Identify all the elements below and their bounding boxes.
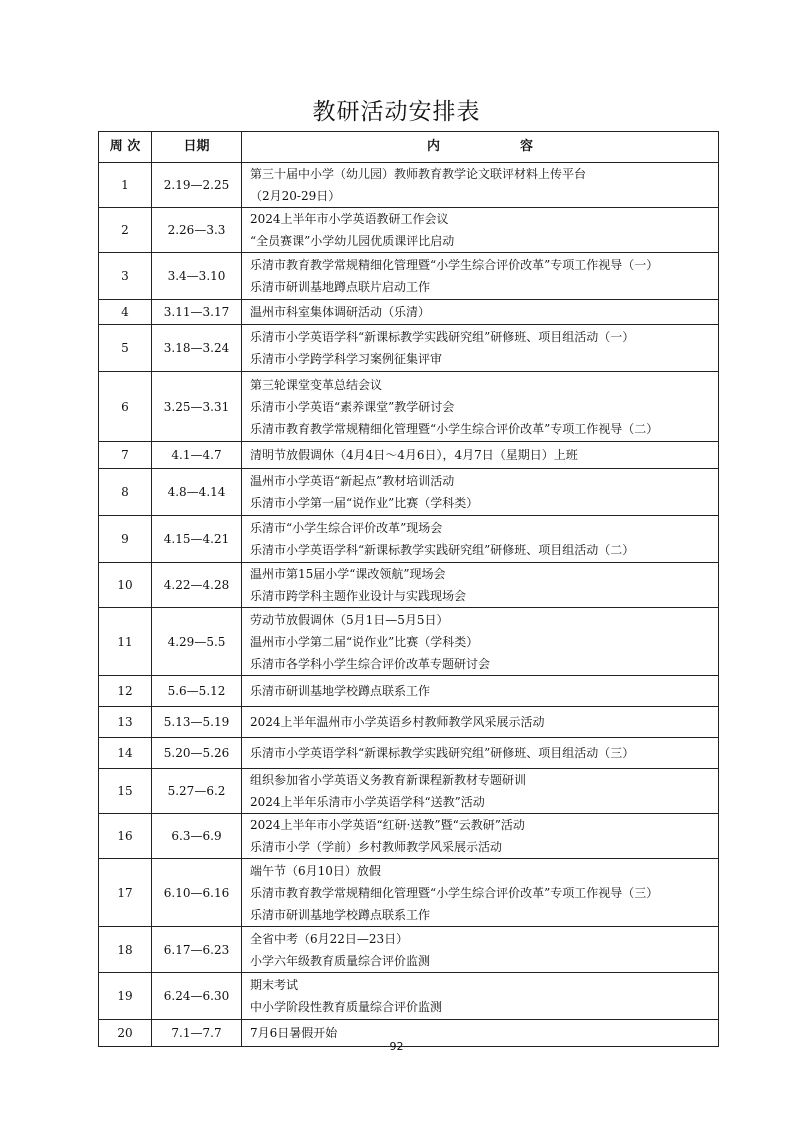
table-row (99, 676, 719, 707)
week-cell: 16 (99, 814, 152, 859)
date-cell: 3.11—3.17 (152, 300, 242, 325)
content-line: 小学六年级教育质量综合评价监测 (250, 953, 431, 968)
week-cell: 13 (99, 707, 152, 738)
table-row (99, 253, 719, 300)
table-header-row (99, 132, 719, 163)
content-line: 第三十届中小学（幼儿园）教师教育教学论文联评材料上传平台 (250, 167, 587, 181)
content-line: 2024上半年温州市小学英语乡村教师教学风采展示活动 (250, 715, 545, 729)
content-line: 乐清市小学第一届“说作业”比赛（学科类） (250, 496, 479, 510)
week-cell: 20 (99, 1020, 152, 1047)
week-cell: 8 (99, 469, 152, 516)
content-cell (242, 608, 719, 676)
content-line: 乐清市教育教学常规精细化管理暨“小学生综合评价改革”专项工作视导（一） (250, 258, 659, 272)
content-line: “全员赛课”小学幼儿园优质课评比启动 (250, 234, 455, 248)
content-line: 期末考试 (250, 978, 299, 992)
content-line: 清明节放假调休（4月4日～4月6日），4月7日（星期日）上班 (250, 448, 578, 462)
schedule-table (98, 131, 719, 1047)
content-cell (242, 927, 719, 973)
week-cell: 4 (99, 300, 152, 325)
date-cell: 4.29—5.5 (152, 608, 242, 676)
content-cell (242, 769, 719, 814)
content-line: 乐清市研训基地学校蹲点联系工作 (250, 907, 431, 922)
date-cell: 4.15—4.21 (152, 516, 242, 563)
content-line: 乐清市教育教学常规精细化管理暨“小学生综合评价改革”专项工作视导（三） (250, 885, 659, 900)
content-cell (242, 814, 719, 859)
content-cell (242, 300, 719, 325)
content-line: 温州市第15届小学“课改领航”现场会 (250, 567, 446, 581)
content-line: 乐清市小学英语“素养课堂”教学研讨会 (250, 399, 455, 414)
content-line: 乐清市小学英语学科“新课标教学实践研究组”研修班、项目组活动（三） (250, 746, 635, 760)
date-cell: 7.1—7.7 (152, 1020, 242, 1047)
content-line: 乐清市各学科小学生综合评价改革专题研讨会 (250, 656, 491, 671)
table-row (99, 814, 719, 859)
date-cell: 3.4—3.10 (152, 253, 242, 300)
content-line: 乐清市研训基地学校蹲点联系工作 (250, 684, 431, 698)
header-content-b: 容 (520, 139, 534, 154)
table-row (99, 738, 719, 769)
date-cell: 6.3—6.9 (152, 814, 242, 859)
table-row (99, 563, 719, 608)
content-line: 乐清市研训基地蹲点联片启动工作 (250, 280, 431, 294)
content-line: 中小学阶段性教育质量综合评价监测 (250, 1000, 443, 1014)
content-line: 乐清市小学英语学科“新课标教学实践研究组”研修班、项目组活动（一） (250, 330, 635, 344)
week-cell: 18 (99, 927, 152, 973)
date-cell: 3.18—3.24 (152, 325, 242, 372)
content-line: 乐清市小学（学前）乡村教师教学风采展示活动 (250, 840, 503, 854)
content-cell (242, 253, 719, 300)
table-row (99, 208, 719, 253)
table-row (99, 608, 719, 676)
week-cell: 14 (99, 738, 152, 769)
week-cell: 2 (99, 208, 152, 253)
table-row (99, 442, 719, 469)
content-line: 2024上半年市小学英语“红研·送教”暨“云教研”活动 (250, 818, 525, 832)
content-line: 乐清市小学英语学科“新课标教学实践研究组”研修班、项目组活动（二） (250, 543, 635, 557)
header-week: 周 次 (99, 132, 152, 163)
table-row (99, 769, 719, 814)
table-row (99, 469, 719, 516)
content-line: 7月6日暑假开始 (250, 1026, 338, 1040)
content-cell (242, 372, 719, 442)
date-cell: 5.20—5.26 (152, 738, 242, 769)
date-cell: 6.24—6.30 (152, 973, 242, 1020)
content-line: 2024上半年乐清市小学英语学科“送教”活动 (250, 795, 485, 809)
content-cell (242, 738, 719, 769)
content-line: （2月20-29日） (250, 189, 341, 203)
week-cell: 15 (99, 769, 152, 814)
content-line: 乐清市跨学科主题作业设计与实践现场会 (250, 589, 467, 603)
content-line: 乐清市教育教学常规精细化管理暨“小学生综合评价改革”专项工作视导（二） (250, 421, 659, 436)
schedule-rows (99, 163, 719, 1047)
date-cell: 6.17—6.23 (152, 927, 242, 973)
week-cell: 1 (99, 163, 152, 208)
week-cell: 6 (99, 372, 152, 442)
week-cell: 17 (99, 859, 152, 927)
content-cell (242, 563, 719, 608)
content-cell (242, 208, 719, 253)
header-content-a: 内 (426, 139, 440, 154)
content-cell (242, 325, 719, 372)
date-cell: 6.10—6.16 (152, 859, 242, 927)
date-cell: 5.27—6.2 (152, 769, 242, 814)
content-line: 乐清市“小学生综合评价改革”现场会 (250, 521, 443, 535)
date-cell: 2.26—3.3 (152, 208, 242, 253)
date-cell: 3.25—3.31 (152, 372, 242, 442)
header-content (242, 132, 719, 163)
table-row (99, 516, 719, 563)
table-row (99, 325, 719, 372)
content-cell (242, 676, 719, 707)
content-cell (242, 442, 719, 469)
date-cell: 2.19—2.25 (152, 163, 242, 208)
content-cell (242, 707, 719, 738)
content-line: 劳动节放假调休（5月1日—5月5日） (250, 612, 449, 627)
content-cell (242, 469, 719, 516)
week-cell: 5 (99, 325, 152, 372)
header-date: 日期 (152, 132, 242, 163)
content-cell (242, 163, 719, 208)
content-cell (242, 859, 719, 927)
content-line: 全省中考（6月22日—23日） (250, 931, 409, 946)
content-cell (242, 516, 719, 563)
table-row (99, 372, 719, 442)
table-row (99, 300, 719, 325)
content-cell (242, 973, 719, 1020)
week-cell: 19 (99, 973, 152, 1020)
date-cell: 4.1—4.7 (152, 442, 242, 469)
week-cell: 12 (99, 676, 152, 707)
week-cell: 11 (99, 608, 152, 676)
content-line: 温州市小学第二届“说作业”比赛（学科类） (250, 634, 479, 649)
table-row (99, 859, 719, 927)
content-line: 第三轮课堂变革总结会议 (250, 377, 383, 392)
page-title: 教研活动安排表 (312, 99, 481, 125)
content-line: 温州市小学英语“新起点”教材培训活动 (250, 474, 455, 488)
date-cell: 4.22—4.28 (152, 563, 242, 608)
table-row (99, 707, 719, 738)
table-row (99, 163, 719, 208)
week-cell: 7 (99, 442, 152, 469)
date-cell: 5.6—5.12 (152, 676, 242, 707)
content-line: 温州市科室集体调研活动（乐清） (250, 305, 431, 319)
date-cell: 4.8—4.14 (152, 469, 242, 516)
content-line: 乐清市小学跨学科学习案例征集评审 (250, 352, 443, 366)
table-row (99, 927, 719, 973)
content-line: 组织参加省小学英语义务教育新课程新教材专题研训 (250, 773, 527, 787)
week-cell: 10 (99, 563, 152, 608)
week-cell: 3 (99, 253, 152, 300)
page-number: 92 (389, 1040, 404, 1053)
content-line: 端午节（6月10日）放假 (250, 863, 381, 878)
date-cell: 5.13—5.19 (152, 707, 242, 738)
week-cell: 9 (99, 516, 152, 563)
content-line: 2024上半年市小学英语教研工作会议 (250, 212, 449, 226)
table-row (99, 973, 719, 1020)
